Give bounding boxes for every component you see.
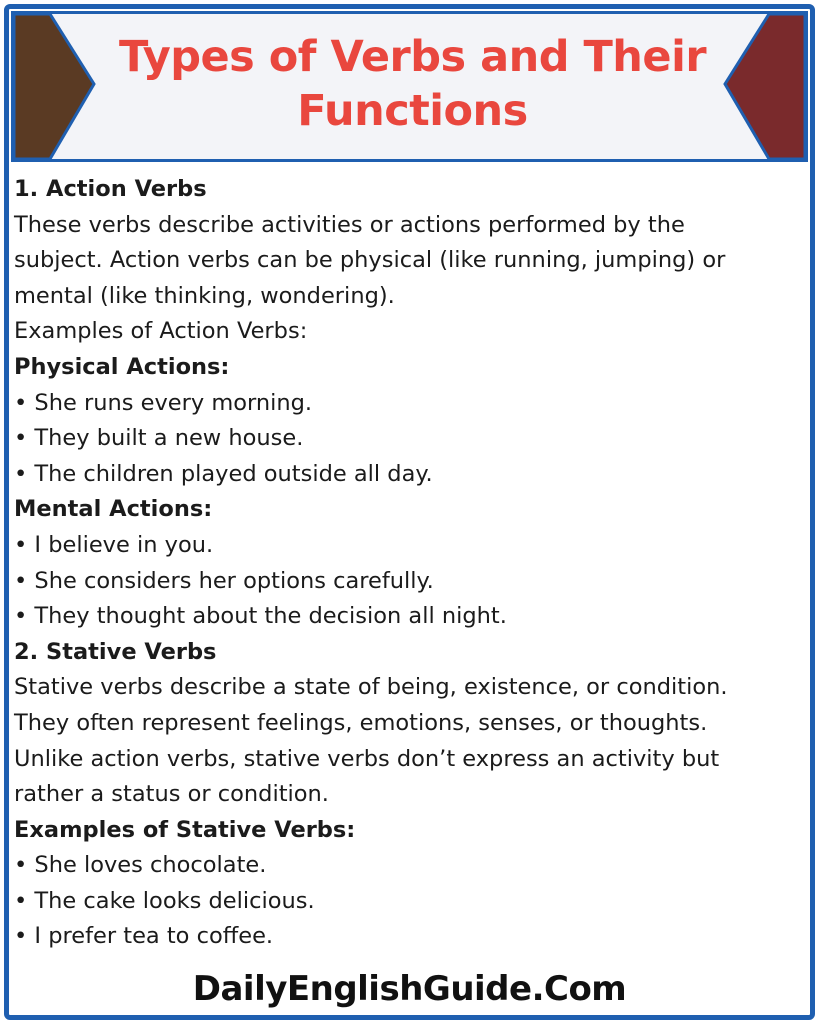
site-footer-watermark: DailyEnglishGuide.Com <box>192 969 627 1009</box>
physical-actions-heading: Physical Actions: <box>14 353 230 380</box>
stative-description-line: They often represent feelings, emotions, senses, or thoughts. <box>14 709 708 736</box>
title-banner <box>11 11 808 162</box>
list-item: • I prefer tea to coffee. <box>14 923 274 950</box>
action-description-line: mental (like thinking, wondering). <box>14 282 395 309</box>
stative-description-line: Stative verbs describe a state of being, existence, or condition. <box>14 674 728 701</box>
left-arrow-shape <box>14 14 94 159</box>
stative-examples-heading: Examples of Stative Verbs: <box>14 816 356 843</box>
action-verbs-heading: 1. Action Verbs <box>14 176 207 202</box>
stative-verbs-heading: 2. Stative Verbs <box>14 638 217 665</box>
stative-description-line: rather a status or condition. <box>14 781 329 808</box>
list-item: • They built a new house. <box>14 425 304 452</box>
title-line-1: Types of Verbs and Their <box>118 32 707 82</box>
list-item: • They thought about the decision all night. <box>14 603 507 630</box>
right-arrow-shape <box>725 14 805 159</box>
action-examples-label: Examples of Action Verbs: <box>14 318 308 345</box>
list-item: • She considers her options carefully. <box>14 567 434 594</box>
page-title <box>104 30 721 138</box>
stative-description-line: Unlike action verbs, stative verbs don’t express an activity but <box>14 745 720 772</box>
title-line-2: Functions <box>297 86 528 136</box>
list-item: • The cake looks delicious. <box>14 887 315 914</box>
list-item: • I believe in you. <box>14 531 214 558</box>
action-description-line: These verbs describe activities or actions performed by the <box>14 211 685 238</box>
action-description-line: subject. Action verbs can be physical (like running, jumping) or <box>14 247 726 274</box>
list-item: • She loves chocolate. <box>14 852 267 879</box>
mental-actions-heading: Mental Actions: <box>14 496 213 523</box>
list-item: • The children played outside all day. <box>14 460 433 487</box>
list-item: • She runs every morning. <box>14 389 313 416</box>
article-body <box>14 172 804 955</box>
